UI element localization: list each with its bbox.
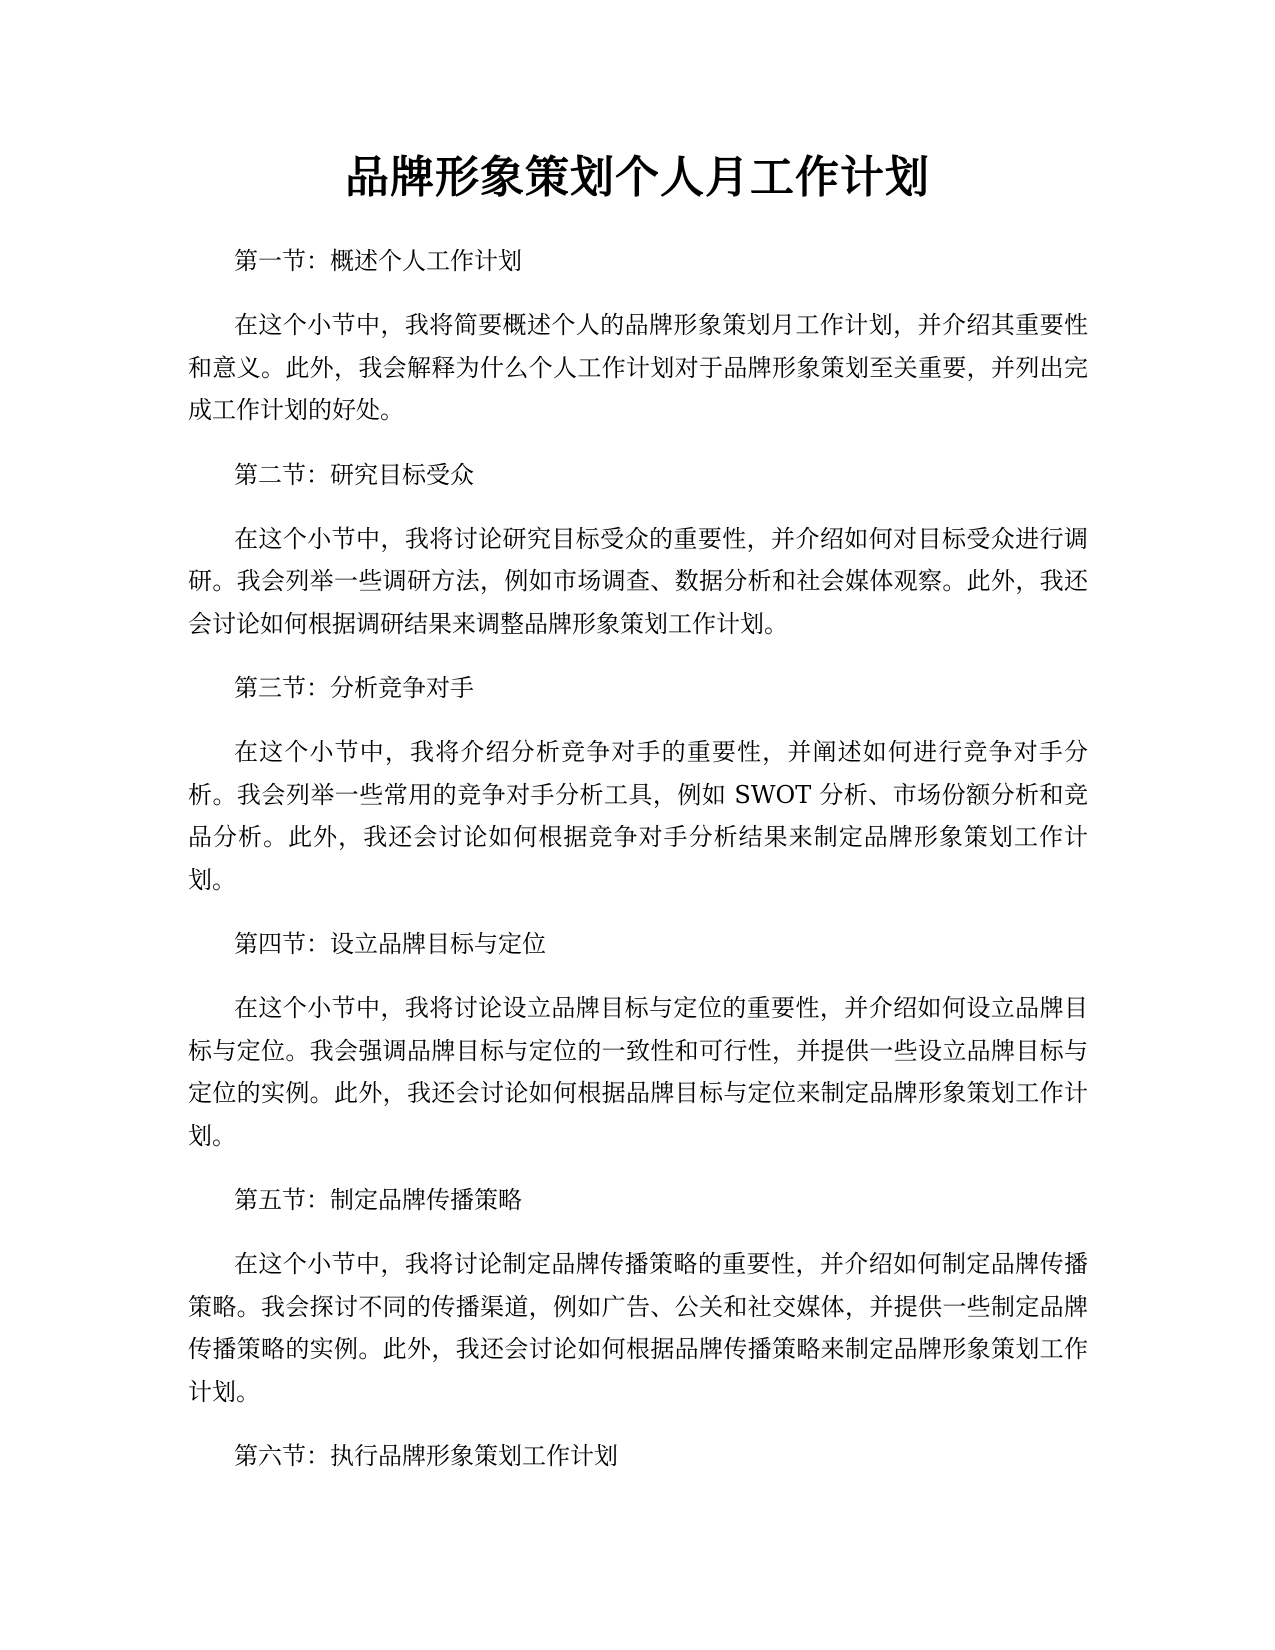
section-heading-5: 第五节：制定品牌传播策略 — [234, 1186, 522, 1214]
section-heading-1: 第一节：概述个人工作计划 — [234, 247, 522, 275]
section-body-1: 在这个小节中，我将简要概述个人的品牌形象策划月工作计划，并介绍其重要性和意义。此外，我会解释为什么个人工作计划对于品牌形象策划至关重要，并列出完成工作计划的好处。 — [188, 311, 1088, 424]
section-body-2: 在这个小节中，我将讨论研究目标受众的重要性，并介绍如何对目标受众进行调研。我会列举一些调研方法，例如市场调查、数据分析和社会媒体观察。此外，我还会讨论如何根据调研结果来调整品牌形象策划工作计划。 — [188, 524, 1088, 638]
section-body-4: 在这个小节中，我将讨论设立品牌目标与定位的重要性，并介绍如何设立品牌目标与定位。我会强调品牌目标与定位的一致性和可行性，并提供一些设立品牌目标与定位的实例。此外，我还会讨论如何根据品牌目标与定位来制定品牌形象策划工作计划。 — [188, 994, 1088, 1150]
section-body-5: 在这个小节中，我将讨论制定品牌传播策略的重要性，并介绍如何制定品牌传播策略。我会探讨不同的传播渠道，例如广告、公关和社交媒体，并提供一些制定品牌传播策略的实例。此外，我还会讨论如何根据品牌传播策略来制定品牌形象策划工作计划。 — [188, 1250, 1088, 1406]
section-body-3: 在这个小节中，我将介绍分析竞争对手的重要性，并阐述如何进行竞争对手分析。我会列举一些常用的竞争对手分析工具，例如 SWOT 分析、市场份额分析和竞品分析。此外，我还会讨论如何根据竞争对手分析结果来制定品牌形象策划工作计划。 — [188, 738, 1088, 894]
document-title: 品牌形象策划个人月工作计划 — [345, 152, 930, 203]
section-heading-6: 第六节：执行品牌形象策划工作计划 — [234, 1442, 618, 1470]
document-body — [188, 240, 1088, 1499]
section-heading-2: 第二节：研究目标受众 — [234, 460, 474, 489]
section-heading-4: 第四节：设立品牌目标与定位 — [234, 930, 546, 958]
section-heading-3: 第三节：分析竞争对手 — [234, 674, 474, 702]
